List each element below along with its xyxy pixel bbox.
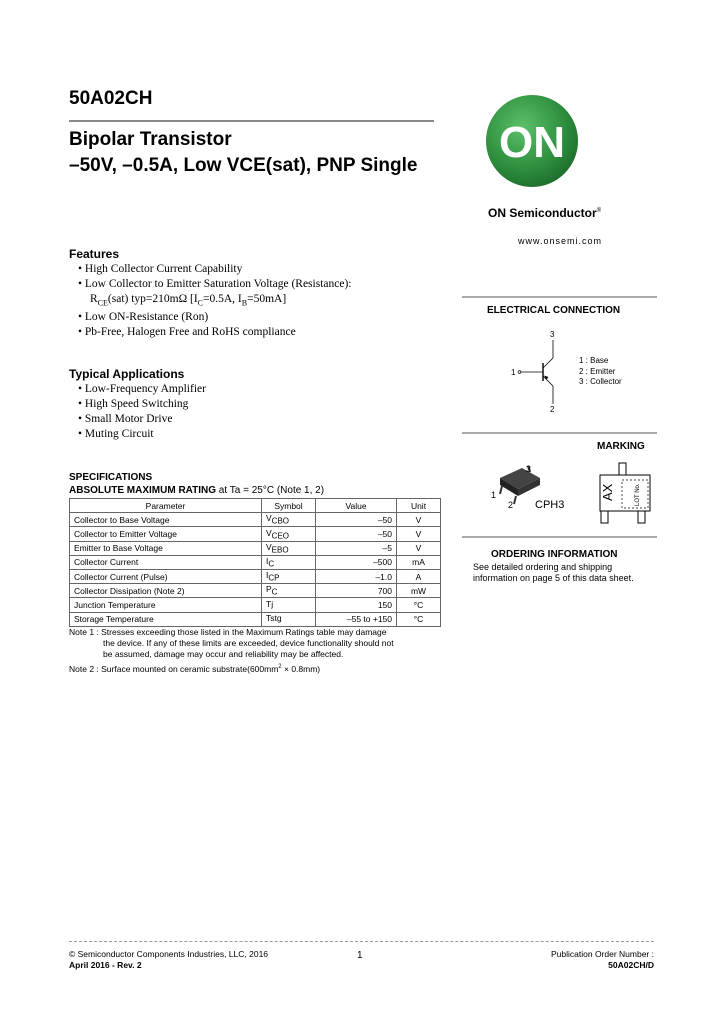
- list-item: • Muting Circuit: [78, 428, 154, 440]
- title-line-2: –50V, –0.5A, Low VCE(sat), PNP Single: [69, 155, 418, 176]
- legend-item: 3 : Collector: [579, 377, 622, 386]
- package-pin-1: 1: [491, 490, 497, 500]
- table-row: Collector Current (Pulse) $I_{CP}$ –1.0 A: [70, 569, 441, 583]
- column-header: Unit: [397, 499, 441, 513]
- company-name-text: ON Semiconductor: [488, 206, 597, 220]
- note-1: Note 1 : Stresses exceeding those listed in the Maximum Ratings table may damage: [69, 627, 387, 637]
- lot-number-label: LOT No.: [635, 483, 641, 506]
- list-item: • Low-Frequency Amplifier: [78, 383, 206, 395]
- amr-heading-bold: ABSOLUTE MAXIMUM RATING: [69, 485, 217, 496]
- applications-list: [78, 382, 206, 442]
- table-row: Storage Temperature Tstg –55 to +150 °C: [70, 612, 441, 626]
- specifications-heading: SPECIFICATIONS: [69, 472, 153, 483]
- list-item: • Low ON-Resistance (Ron): [78, 311, 209, 324]
- date-revision: April 2016 - Rev. 2: [69, 960, 142, 970]
- table-header-row: [70, 499, 441, 513]
- table-row: Collector to Emitter Voltage $V_{CEO}$ –50 V: [70, 527, 441, 541]
- notes: [69, 627, 394, 675]
- marking-code: AX: [600, 483, 615, 501]
- table-row: Emitter to Base Voltage $V_{EBO}$ –5 V: [70, 541, 441, 555]
- on-semiconductor-logo: [485, 94, 579, 188]
- publication-label: Publication Order Number :: [551, 949, 654, 959]
- features-heading: Features: [69, 247, 120, 261]
- package-pin-2: 2: [508, 500, 514, 510]
- column-header: Parameter: [70, 499, 262, 513]
- column-header: Symbol: [262, 499, 316, 513]
- marking-diagram: [592, 460, 654, 524]
- pin-legend: [579, 356, 622, 388]
- features-list: [78, 262, 351, 340]
- table-row: Collector Current $I_C$ –500 mA: [70, 555, 441, 569]
- list-item: • Low Collector to Emitter Saturation Voltage (Resistance):: [78, 278, 352, 290]
- note-1-cont: be assumed, damage may occur and reliability may be affected.: [103, 649, 344, 659]
- table-row: Junction Temperature Tj 150 °C: [70, 598, 441, 612]
- page-number: 1: [357, 950, 363, 961]
- pin-3-label: 3: [550, 330, 555, 339]
- column-header: Value: [316, 499, 397, 513]
- absolute-maximum-rating-table: [69, 498, 441, 627]
- list-item: • High Speed Switching: [78, 398, 189, 410]
- trademark-symbol: ®: [596, 208, 602, 214]
- legend-item: 1 : Base: [579, 356, 609, 365]
- amr-heading-conditions: at Ta = 25°C (Note 1, 2): [216, 485, 325, 496]
- ordering-line: See detailed ordering and shipping: [473, 562, 613, 572]
- electrical-connection-title: ELECTRICAL CONNECTION: [487, 305, 621, 316]
- package-pin-3: 3: [526, 464, 532, 474]
- ordering-line: information on page 5 of this data sheet.: [473, 573, 634, 583]
- header-divider: [69, 120, 434, 122]
- logo-text: ON: [499, 118, 565, 167]
- legend-item: 2 : Emitter: [579, 366, 616, 376]
- table-row: Collector to Base Voltage $V_{CBO}$ –50 V: [70, 513, 441, 527]
- package-name: CPH3: [535, 499, 565, 511]
- note-1-cont: the device. If any of these limits are exceeded, device functionality should not: [103, 638, 394, 648]
- transistor-symbol: [505, 328, 580, 416]
- rce-spec: $R_{CE}(sat)$ typ=210mΩ [$I_C=0.5A$, $I_B=50mA$]: [90, 293, 287, 308]
- footer-divider: [69, 941, 654, 943]
- copyright: © Semiconductor Components Industries, LLC, 2016: [69, 949, 269, 959]
- list-item: • Small Motor Drive: [78, 413, 173, 425]
- section-divider: [462, 296, 657, 298]
- list-item: • Pb-Free, Halogen Free and RoHS compliance: [78, 326, 296, 339]
- publication-number: 50A02CH/D: [608, 960, 654, 970]
- website-url[interactable]: www.onsemi.com: [518, 236, 603, 246]
- ordering-text: [473, 562, 634, 584]
- title-line-1: Bipolar Transistor: [69, 129, 232, 150]
- section-divider: [462, 432, 657, 434]
- table-row: Collector Dissipation (Note 2) $P_C$ 700 mW: [70, 584, 441, 598]
- note-2: Note 2 : Surface mounted on ceramic $substrate(600mm^2 \times 0.8mm)$: [69, 663, 321, 674]
- amr-heading: [69, 485, 324, 496]
- section-divider: [462, 536, 657, 538]
- pin-2-label: 2: [550, 405, 555, 414]
- applications-heading: Typical Applications: [69, 367, 185, 381]
- list-item: • High Collector Current Capability: [78, 263, 243, 275]
- company-name: [488, 206, 601, 220]
- part-number: 50A02CH: [69, 88, 153, 109]
- ordering-title: ORDERING INFORMATION: [491, 549, 618, 560]
- marking-title: MARKING: [597, 441, 645, 452]
- pin-1-label: 1: [511, 368, 516, 377]
- cph3-package-drawing: [488, 460, 578, 516]
